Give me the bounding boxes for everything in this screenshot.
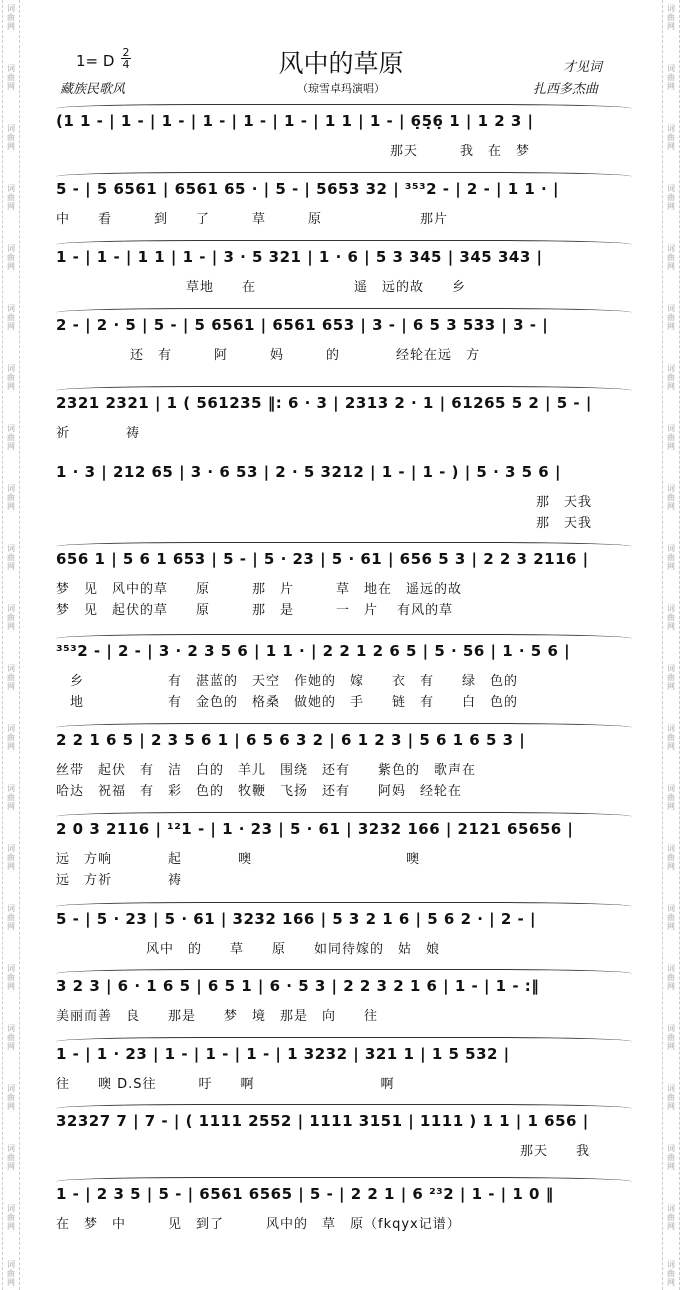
singer-credit: （琼雪卓玛演唱） <box>297 82 385 95</box>
notation-line: 2 2 1 6 5 | 2 3 5 6 1 | 6 5 6 3 2 | 6 1 2 3 | 5 6 1 6 5 3 | <box>56 731 526 749</box>
watermark-label: 词曲网 <box>667 1144 675 1171</box>
watermark-label: 词曲网 <box>667 484 675 511</box>
time-signature-bottom: 4 <box>122 58 130 71</box>
watermark-label: 词曲网 <box>667 64 675 91</box>
lyric-line: 远 方响 起 噢 噢 <box>56 852 421 867</box>
watermark-label: 词曲网 <box>7 484 15 511</box>
left-watermark-strip <box>2 0 20 1290</box>
lyric-line: 远 方祈 祷 <box>56 873 183 888</box>
watermark-label: 词曲网 <box>7 604 15 631</box>
notation-line: 2321 2321 | 1 ( 561235 ‖: 6 · 3 | 2313 2 · 1 | 61265 5 2 | 5 - | <box>56 394 592 412</box>
notation-line: 2 - | 2 · 5 | 5 - | 5 6561 | 6561 653 | 3 - | 6 5 3 533 | 3 - | <box>56 316 549 334</box>
watermark-label: 词曲网 <box>667 904 675 931</box>
notation-line: 5 - | 5 · 23 | 5 · 61 | 3232 166 | 5 3 2 1 6 | 5 6 2 · | 2 - | <box>56 910 536 928</box>
watermark-label: 词曲网 <box>667 424 675 451</box>
lyric-line: 往 噢 D.S往 吁 啊 啊 <box>56 1077 395 1092</box>
watermark-label: 词曲网 <box>7 1144 15 1171</box>
lyric-line: 还 有 阿 妈 的 经轮在远 方 <box>130 348 481 363</box>
notation-line: ³⁵³2 - | 2 - | 3 · 2 3 5 6 | 1 1 · | 2 2 1 2 6 5 | 5 · 56 | 1 · 5 6 | <box>56 642 571 660</box>
lyric-line: 哈达 祝福 有 彩 色的 牧鞭 飞扬 还有 阿妈 经轮在 <box>56 784 463 799</box>
watermark-label: 词曲网 <box>7 364 15 391</box>
lyric-line: 在 梦 中 见 到了 风中的 草 原（fkqyx记谱） <box>56 1217 461 1232</box>
notation-line: 1 · 3 | 212 65 | 3 · 6 53 | 2 · 5 3212 | 1 - | 1 - ) | 5 · 3 5 6 | <box>56 463 561 481</box>
lyric-line: 地 有 金色的 格桑 做她的 手 链 有 白 色的 <box>70 695 519 710</box>
watermark-label: 词曲网 <box>7 904 15 931</box>
composer-credit: 扎西多杰曲 <box>533 82 599 97</box>
notation-line: (1 1 - | 1 - | 1 - | 1 - | 1 - | 1 - | 1 1 | 1 - | 6̣5̣6̣ 1 | 1 2 3 | <box>56 112 534 130</box>
watermark-label: 词曲网 <box>7 1204 15 1231</box>
lyric-line: 丝带 起伏 有 洁 白的 羊儿 围绕 还有 紫色的 歌声在 <box>56 763 477 778</box>
key-signature: 1= D <box>76 52 115 70</box>
watermark-label: 词曲网 <box>667 244 675 271</box>
lyric-line: 美丽而善 良 那是 梦 境 那是 向 往 <box>56 1009 379 1024</box>
watermark-label: 词曲网 <box>7 664 15 691</box>
watermark-label: 词曲网 <box>7 544 15 571</box>
watermark-label: 词曲网 <box>7 424 15 451</box>
notation-line: 1 - | 1 · 23 | 1 - | 1 - | 1 - | 1 3232 | 321 1 | 1 5 532 | <box>56 1045 510 1063</box>
watermark-label: 词曲网 <box>7 184 15 211</box>
watermark-label: 词曲网 <box>7 784 15 811</box>
watermark-label: 词曲网 <box>7 124 15 151</box>
watermark-label: 词曲网 <box>7 724 15 751</box>
lyric-line: 梦 见 风中的草 原 那 片 草 地在 遥远的故 <box>56 582 463 597</box>
watermark-label: 词曲网 <box>667 664 675 691</box>
watermark-label: 词曲网 <box>667 1204 675 1231</box>
notation-line: 5 - | 5 6561 | 6561 65 · | 5 - | 5653 32 | ³⁵³2 - | 2 - | 1 1 · | <box>56 180 559 198</box>
notation-line: 3 2 3 | 6 · 1 6 5 | 6 5 1 | 6 · 5 3 | 2 2 3 2 1 6 | 1 - | 1 - :‖ <box>56 977 540 995</box>
watermark-label: 词曲网 <box>667 1024 675 1051</box>
notation-line: 32327 7 | 7 - | ( 1111 2552 | 1111 3151 | 1111 ) 1 1 | 1 656 | <box>56 1112 589 1130</box>
lyric-line: 那 天我 <box>536 495 593 510</box>
right-watermark-strip <box>662 0 680 1290</box>
watermark-label: 词曲网 <box>7 304 15 331</box>
lyric-line: 梦 见 起伏的草 原 那 是 一 片 有风的草 <box>56 603 454 618</box>
watermark-label: 词曲网 <box>667 1260 675 1287</box>
watermark-label: 词曲网 <box>667 124 675 151</box>
watermark-label: 词曲网 <box>7 4 15 31</box>
notation-line: 2 0 3 2116 | ¹²1 - | 1 · 23 | 5 · 61 | 3232 166 | 2121 65656 | <box>56 820 574 838</box>
lyric-line: 中 看 到 了 草 原 那片 <box>56 212 449 227</box>
watermark-label: 词曲网 <box>7 844 15 871</box>
watermark-label: 词曲网 <box>667 784 675 811</box>
watermark-label: 词曲网 <box>667 604 675 631</box>
watermark-label: 词曲网 <box>7 1260 15 1287</box>
lyric-line: 那 天我 <box>536 516 593 531</box>
watermark-label: 词曲网 <box>667 364 675 391</box>
watermark-label: 词曲网 <box>667 4 675 31</box>
watermark-label: 词曲网 <box>667 1084 675 1111</box>
watermark-label: 词曲网 <box>7 244 15 271</box>
watermark-label: 词曲网 <box>667 724 675 751</box>
lyric-line: 那天 我 <box>520 1144 591 1159</box>
lyric-line: 那天 我 在 梦 <box>390 144 531 159</box>
song-title: 风中的草原 <box>278 49 404 78</box>
time-signature-top: 2 <box>122 46 130 59</box>
watermark-label: 词曲网 <box>7 64 15 91</box>
lyricist-credit: 才见词 <box>563 60 603 75</box>
lyric-line: 乡 有 湛蓝的 天空 作她的 嫁 衣 有 绿 色的 <box>70 674 519 689</box>
notation-line: 1 - | 2 3 5 | 5 - | 6561 6565 | 5 - | 2 2 1 | 6 ²³2 | 1 - | 1 0 ‖ <box>56 1185 554 1203</box>
notation-line: 656 1 | 5 6 1 653 | 5 - | 5 · 23 | 5 · 61 | 656 5 3 | 2 2 3 2116 | <box>56 550 589 568</box>
watermark-label: 词曲网 <box>667 844 675 871</box>
watermark-label: 词曲网 <box>667 964 675 991</box>
watermark-label: 词曲网 <box>667 184 675 211</box>
lyric-line: 草地 在 遥 远的故 乡 <box>186 280 467 295</box>
lyric-line: 风中 的 草 原 如同待嫁的 姑 娘 <box>146 942 441 957</box>
lyric-line: 祈 祷 <box>56 426 141 441</box>
watermark-label: 词曲网 <box>7 1084 15 1111</box>
watermark-label: 词曲网 <box>7 964 15 991</box>
notation-line: 1 - | 1 - | 1 1 | 1 - | 3 · 5 321 | 1 · 6 | 5 3 345 | 345 343 | <box>56 248 543 266</box>
watermark-label: 词曲网 <box>7 1024 15 1051</box>
watermark-label: 词曲网 <box>667 304 675 331</box>
watermark-label: 词曲网 <box>667 544 675 571</box>
song-style: 藏族民歌风 <box>60 82 126 97</box>
